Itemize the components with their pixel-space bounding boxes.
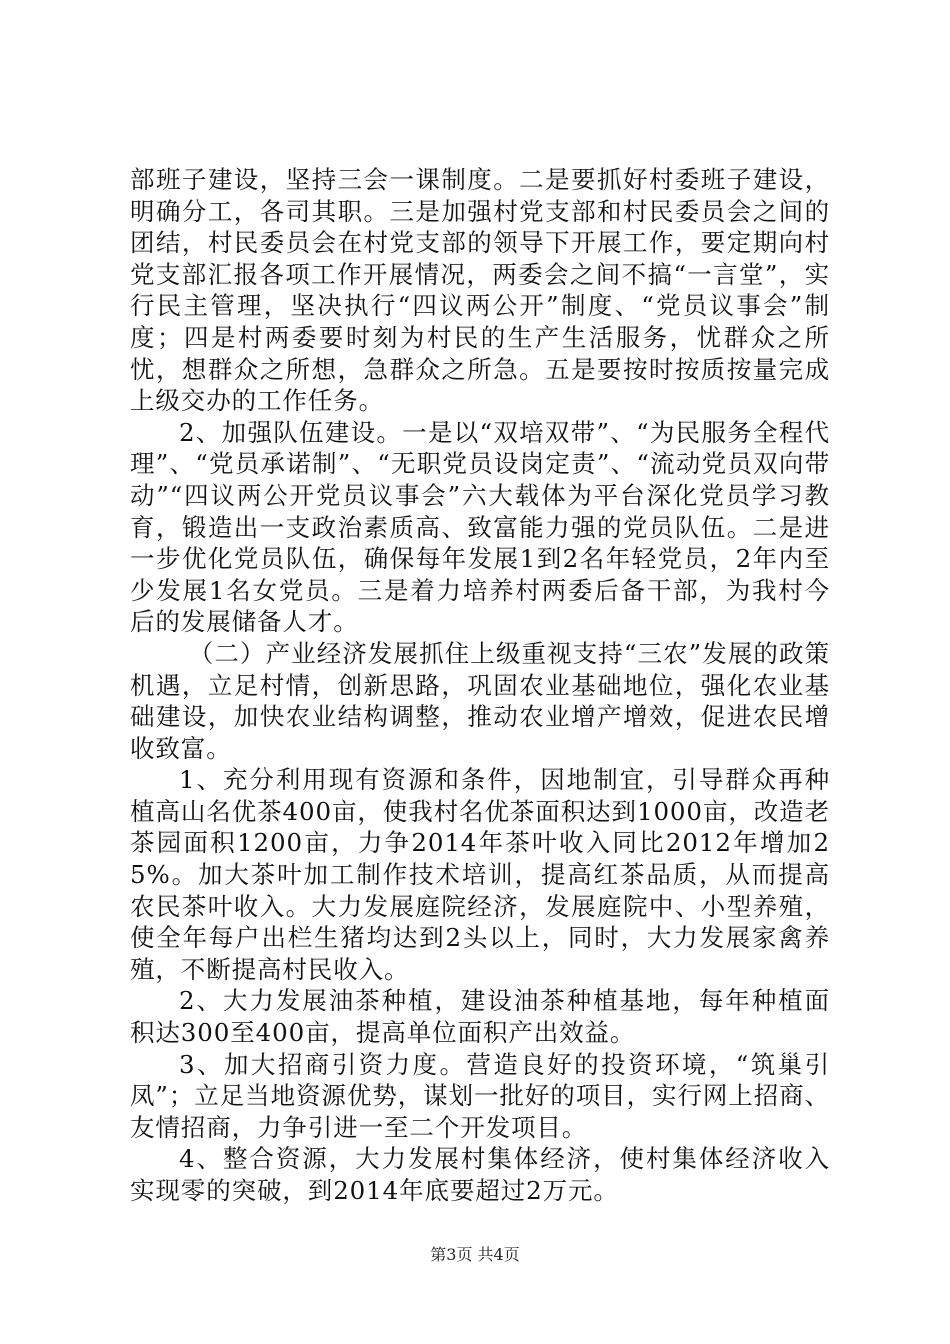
document-body bbox=[130, 164, 830, 1207]
page-number-footer: 第3页 共4页 bbox=[430, 1245, 520, 1264]
paragraph-collective-economy: 4、整合资源，大力发展村集体经济，使村集体经济收入实现零的突破，到2014年底要超过2万元。 bbox=[130, 1144, 830, 1205]
paragraph-team-building: 2、加强队伍建设。一是以“双培双带”、“为民服务全程代理”、“党员承诺制”、“无职党员设岗定责”、“流动党员双向带动”“四议两公开党员议事会”六大载体为平台深化党员学习教育，锻造出一支政治素质高、致富能力强的党员队伍。二是进一步优化党员队伍，确保每年发展1到2名年轻党员，2年内至少发展1名女党员。三是着力培养村两委后备干部，为我村今后的发展储备人才。 bbox=[130, 417, 830, 637]
paragraph-oil-tea: 2、大力发展油茶种植，建设油茶种植基地，每年种植面积达300至400亩，提高单位面积产出效益。 bbox=[130, 986, 830, 1048]
paragraph-investment: 3、加大招商引资力度。营造良好的投资环境，“筑巢引凤”；立足当地资源优势，谋划一批好的项目，实行网上招商、友情招商，力争引进一至二个开发项目。 bbox=[130, 1049, 830, 1142]
paragraph-tea-planting: 1、充分利用现有资源和条件，因地制宜，引导群众再种植高山名优茶400亩，使我村名优茶面积达到1000亩，改造老茶园面积1200亩，力争2014年茶叶收入同比2012年增加25%。加大茶叶加工制作技术培训，提高红茶品质，从而提高农民茶叶收入。大力发展庭院经济，发展庭院中、小型养殖，使全年每户出栏生猪均达到2头以上，同时，大力发展家禽养殖，不断提高村民收入。 bbox=[130, 765, 830, 984]
paragraph-industry-development: （二）产业经济发展抓住上级重视支持“三农”发展的政策机遇，立足村情，创新思路，巩固农业基础地位，强化农业基础建设，加快农业结构调整，推动农业增产增效，促进农民增收致富。 bbox=[130, 638, 830, 763]
paragraph-party-building-continued: 部班子建设，坚持三会一课制度。二是要抓好村委班子建设，明确分工，各司其职。三是加强村党支部和村民委员会之间的团结，村民委员会在村党支部的领导下开展工作，要定期向村党支部汇报各项工作开展情况，两委会之间不搞“一言堂”，实行民主管理，坚决执行“四议两公开”制度、“党员议事会”制度；四是村两委要时刻为村民的生产生活服务，忧群众之所忧，想群众之所想，急群众之所急。五是要按时按质按量完成上级交办的工作任务。 bbox=[130, 165, 830, 416]
